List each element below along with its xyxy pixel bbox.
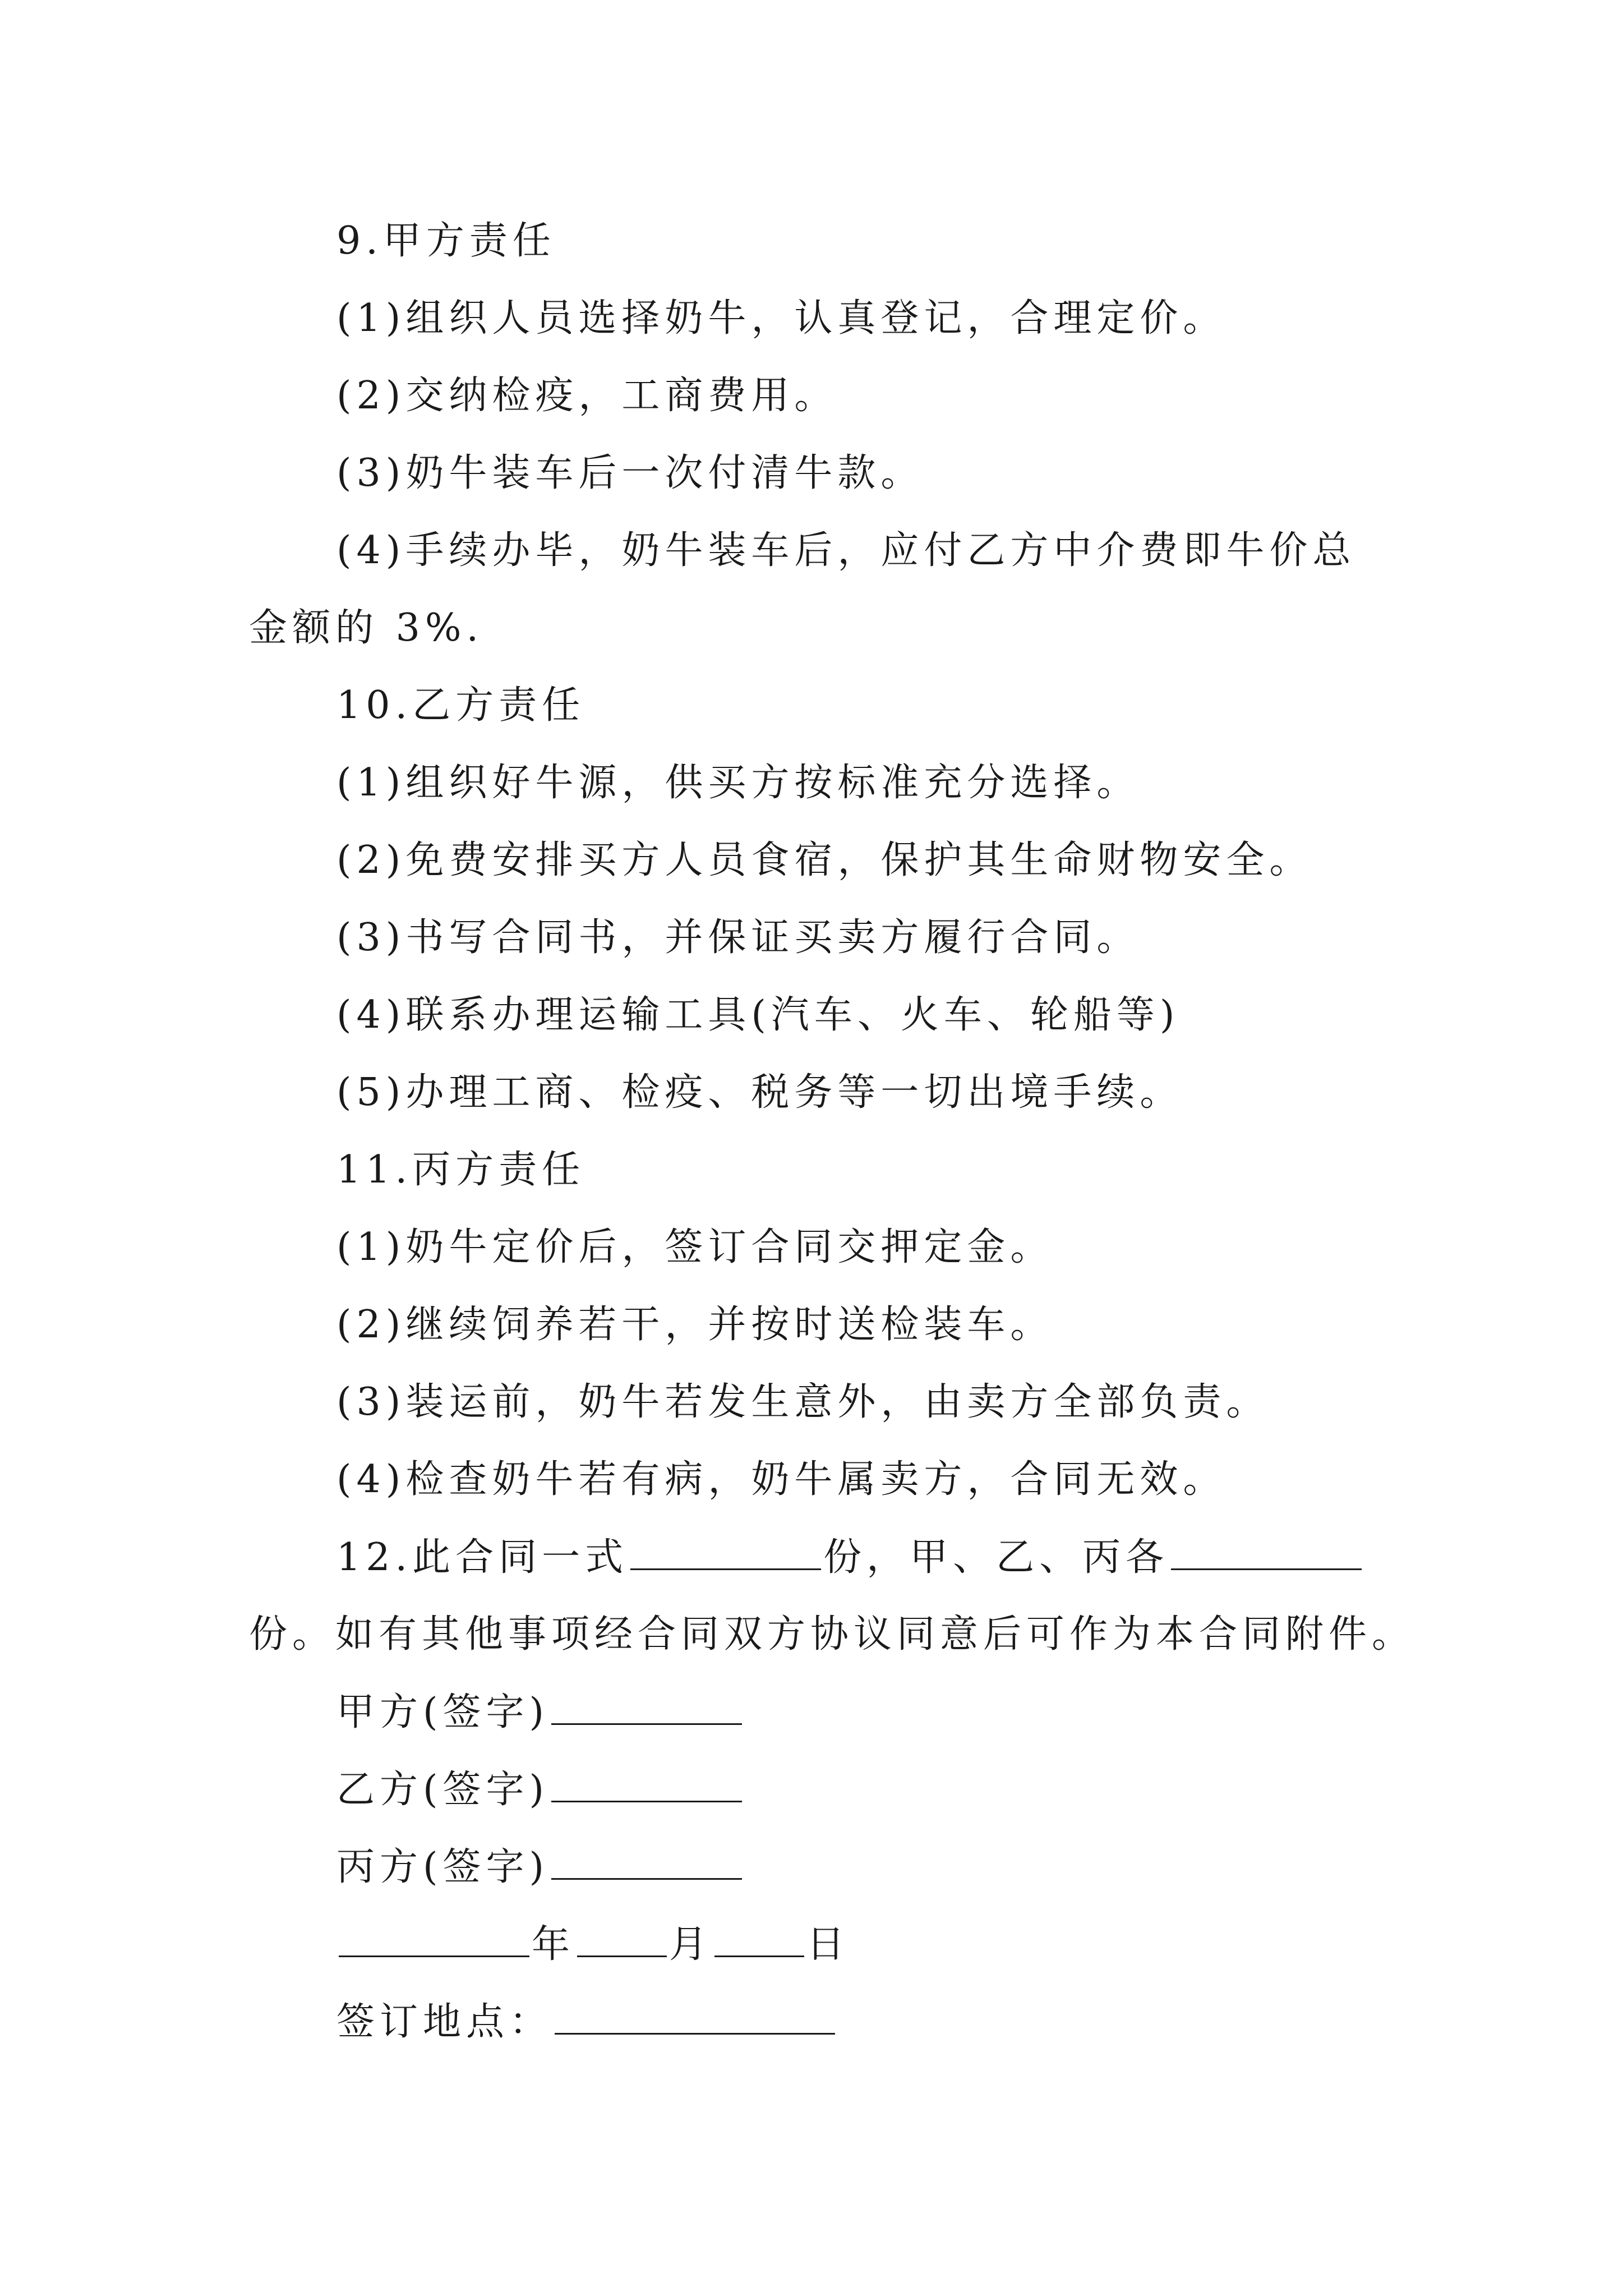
section-12-text-part2: 份，甲、乙、丙各 [823,1535,1169,1580]
copies-total-blank [630,1535,821,1570]
section-11-item-3: (3)装运前，奶牛若发生意外，由卖方全部负责。 [336,1380,1270,1424]
place-line [336,1999,837,2045]
signature-party-c-blank [551,1844,742,1880]
place-blank [555,1999,835,2035]
section-9-item-1: (1)组织人员选择奶牛，认真登记，合理定价。 [336,296,1227,341]
day-blank [714,1922,804,1957]
year-blank [339,1922,529,1957]
section-12-text-part1: 12.此合同一式 [336,1535,629,1580]
section-9-heading: 9.甲方责任 [336,219,556,263]
signature-party-a [336,1690,744,1735]
signature-party-c-label: 丙方(签字) [336,1845,550,1889]
section-9-item-3: (3)奶牛装车后一次付清牛款。 [336,451,924,495]
section-11-item-2: (2)继续饲养若干，并按时送检装车。 [336,1303,1054,1347]
signature-party-c [336,1844,744,1890]
section-11-item-4: (4)检查奶牛若有病，奶牛属卖方，合同无效。 [336,1457,1227,1502]
section-10-item-1: (1)组织好牛源，供买方按标准充分选择。 [336,761,1140,805]
section-9-item-4: (4)手续办毕，奶牛装车后，应付乙方中介费即牛价总 [336,528,1356,573]
section-10-item-5: (5)办理工商、检疫、税务等一切出境手续。 [336,1070,1183,1115]
section-9-item-4-continuation: 金额的 3%. [249,606,484,650]
section-10-item-2: (2)免费安排买方人员食宿，保护其生命财物安全。 [336,838,1313,882]
signature-party-a-label: 甲方(签字) [336,1690,550,1734]
signature-party-b-label: 乙方(签字) [336,1768,550,1812]
place-label: 签订地点： [336,2000,553,2044]
month-blank [577,1922,667,1957]
section-11-heading: 11.丙方责任 [336,1148,585,1192]
signature-party-b [336,1767,744,1812]
section-10-item-3: (3)书写合同书，并保证买卖方履行合同。 [336,915,1140,960]
section-10-item-4: (4)联系办理运输工具(汽车、火车、轮船等) [336,993,1180,1037]
year-label: 年 [532,1922,575,1967]
copies-each-blank [1171,1535,1362,1570]
date-line [336,1922,850,1967]
section-10-heading: 10.乙方责任 [336,683,585,728]
day-label: 日 [806,1922,850,1967]
section-12-continuation: 份。如有其他事项经合同双方协议同意后可作为本合同附件。 [249,1612,1415,1657]
signature-party-a-blank [551,1690,742,1725]
signature-party-b-blank [551,1767,742,1802]
section-11-item-1: (1)奶牛定价后，签订合同交押定金。 [336,1225,1054,1269]
month-label: 月 [669,1922,713,1967]
section-9-item-2: (2)交纳检疫，工商费用。 [336,374,838,418]
section-12-line [336,1535,1364,1580]
